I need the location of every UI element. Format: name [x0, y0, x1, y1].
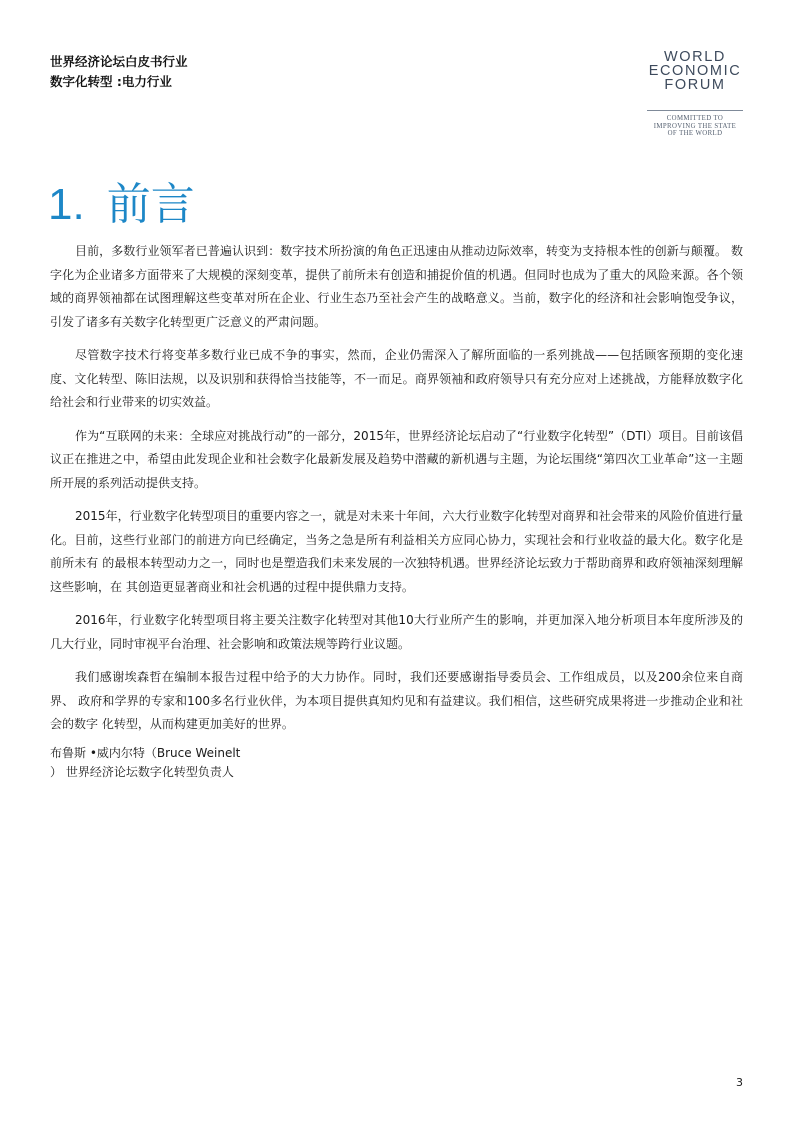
- paragraph-3: 作为“互联网的未来：全球应对挑战行动”的一部分，2015年，世界经济论坛启动了“行业数字化转型”（DTI）项目。目前该倡议正在推进之中，希望由此发现企业和社会数字化最新发展及趋势中潜藏的新机遇与主题，为论坛围绕“第四次工业革命”这一主题所开展的系列活动提供支持。: [50, 428, 743, 490]
- header-report-series: 世界经济论坛白皮书行业: [50, 54, 188, 69]
- header-report-title: 数字化转型 :电力行业: [50, 74, 172, 89]
- paragraph-2: 尽管数字技术行将变革多数行业已成不争的事实，然而，企业仍需深入了解所面临的一系列挑战——包括顾客预期的变化速度、文化转型、陈旧法规，以及识别和获得恰当技能等，不一而足。商界领袖和政府领导只有充分应对上述挑战，方能释放数字化给社会和行业带来的切实效益。: [50, 348, 743, 409]
- section-title: 前言: [106, 179, 195, 230]
- section-heading: [48, 175, 195, 235]
- paragraph-6: 我们感谢埃森哲在编制本报告过程中给予的大力协作。同时，我们还要感谢指导委员会、工作组成员，以及200余位来自商界、 政府和学界的专家和100多名行业伙伴，为本项目提供真知灼见和有益建议。我们相信，这些研究成果将进一步推动企业和社会的数字 化转型，从而构建更加美好的世界。: [50, 670, 743, 731]
- paragraph-5: 2016年，行业数字化转型项目将主要关注数字化转型对其他10大行业所产生的影响，并更加深入地分析项目本年度所涉及的几大行业，同时审视平台治理、社会影响和政策法规等跨行业议题。: [50, 613, 743, 651]
- logo-line-forum: FORUM: [664, 77, 726, 93]
- logo-line-world: WORLD: [664, 49, 726, 65]
- logo-tagline-2: IMPROVING THE STATE: [653, 122, 737, 130]
- logo-tagline-1: COMMITTED TO: [666, 115, 724, 122]
- signature-role: ） 世界经济论坛数字化转型负责人: [50, 765, 234, 779]
- paragraph-4: 2015年，行业数字化转型项目的重要内容之一，就是对未来十年间，六大行业数字化转型对商界和社会带来的风险价值进行量化。目前，这些行业部门的前进方向已经确定，当务之急是所有利益相关方应同心协力，实现社会和行业收益的最大化。数字化是前所未有 的最根本转型动力之一，同时也是塑造我们未来发展的一次独特机遇。世界经济论坛致力于帮助商界和政府领袖深刻理解这些影响，在 其创造更显著商业和社会机遇的过程中提供鼎力支持。: [50, 509, 743, 594]
- paragraph-1: 目前，多数行业领军者已普遍认识到：数字技术所扮演的角色正迅速由从推动边际效率，转变为支持根本性的创新与颠覆。 数字化为企业诸多方面带来了大规模的深刻变革，提供了前所未有创造和捕捉价值的机遇。但同时也成为了重大的风险来源。各个领域的商界领袖都在试图理解这些变革对所在企业、行业生态乃至社会产生的战略意义。当前，数字化的经济和社会影响饱受争议，引发了诸多有关数字化转型更广泛意义的严肃问题。: [50, 244, 743, 329]
- logo-line-economic: ECONOMIC: [648, 63, 742, 79]
- logo-divider: [647, 110, 743, 111]
- logo-tagline-3: OF THE WORLD: [667, 130, 723, 137]
- wef-logo: [645, 50, 745, 138]
- section-number: 1.: [48, 180, 85, 229]
- signature-block: [50, 744, 240, 782]
- body-text: [50, 240, 743, 747]
- document-header: [50, 52, 188, 92]
- logo-wordmark: [645, 50, 745, 92]
- logo-tagline: [645, 115, 745, 138]
- page-number: 3: [736, 1076, 743, 1089]
- signature-name: 布鲁斯 •威内尔特（Bruce Weinelt: [50, 746, 241, 760]
